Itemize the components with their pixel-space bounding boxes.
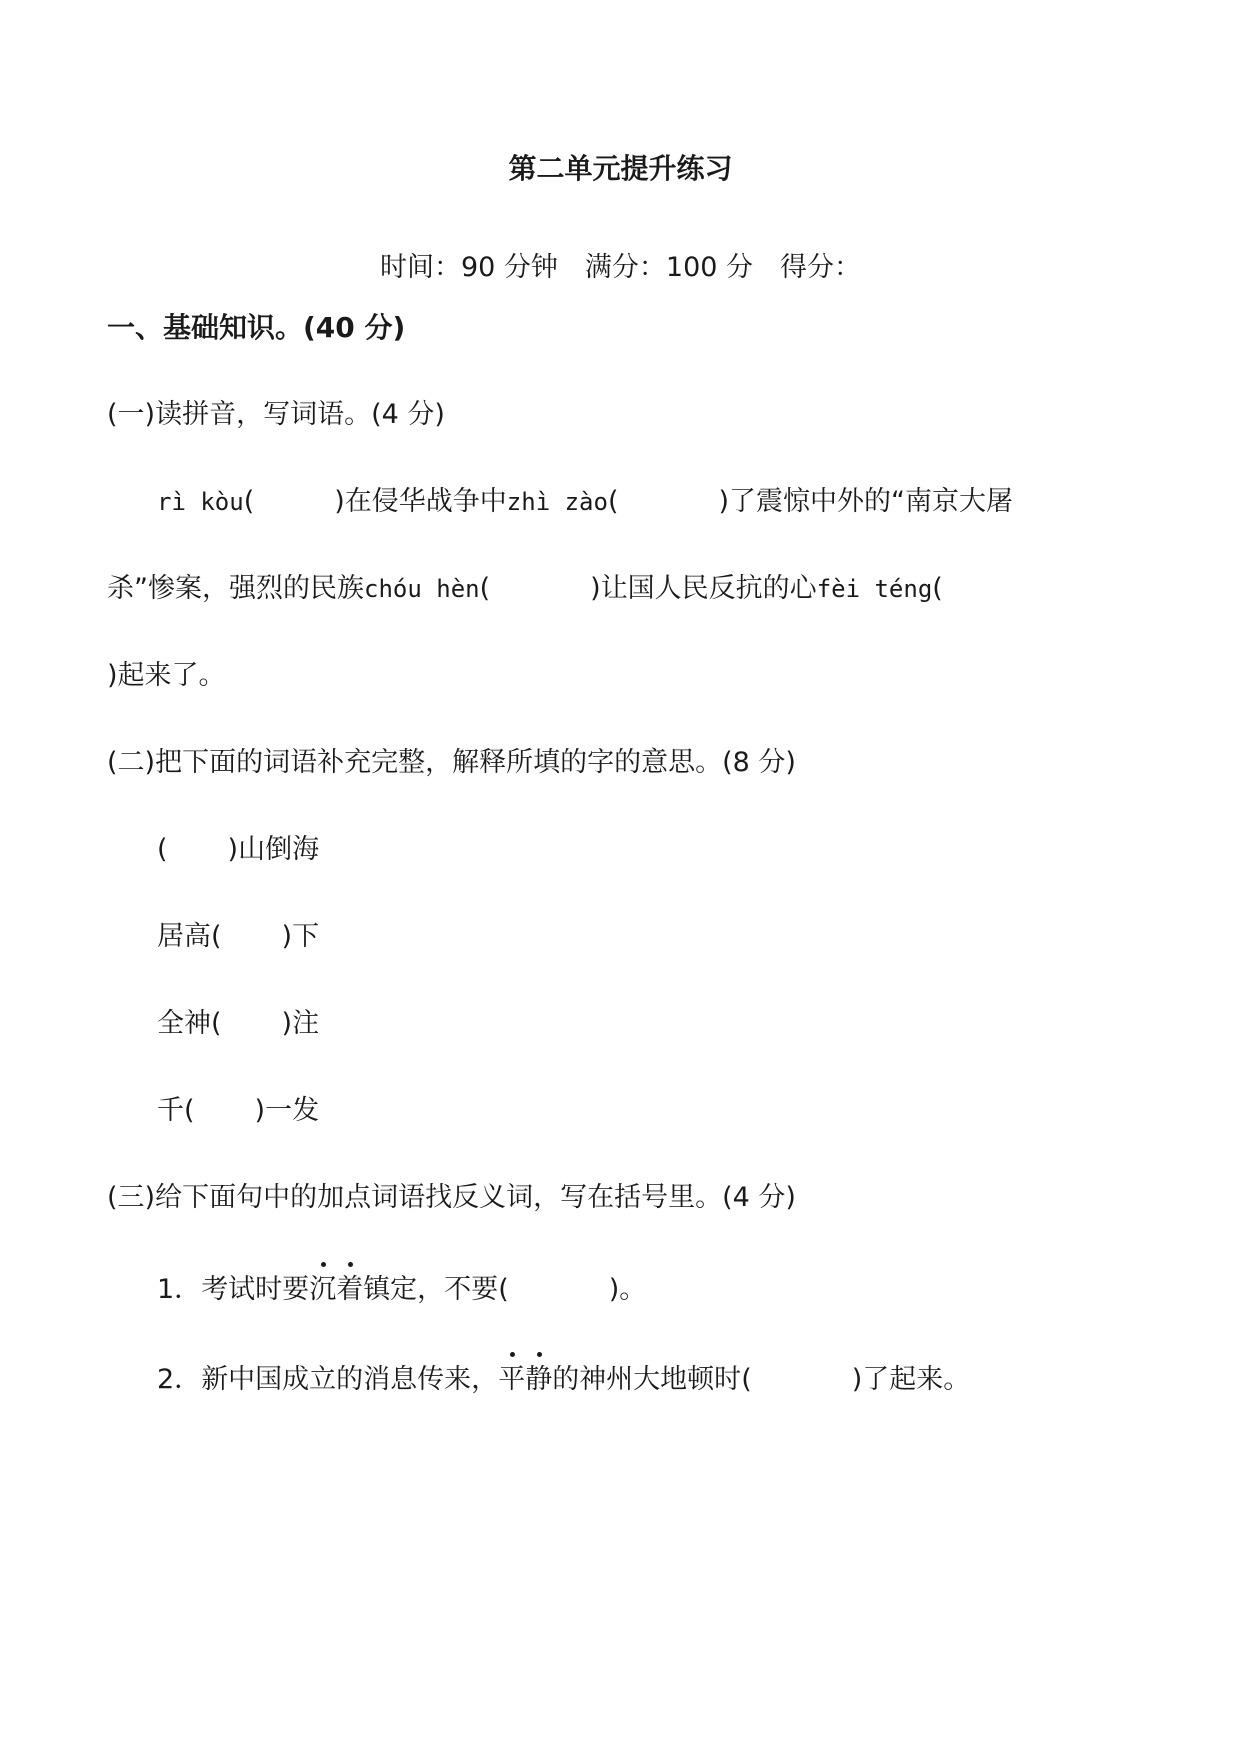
part1-line-3: )起来了。 bbox=[107, 660, 226, 691]
pinyin-chouhen: chóu hèn bbox=[364, 575, 480, 603]
question-text: 。 bbox=[619, 1274, 647, 1305]
part3-question-1: 1．考试时要沉着镇定，不要( )。 bbox=[157, 1272, 646, 1308]
idiom-item: 居高( )下 bbox=[157, 921, 320, 952]
question-text: 考试时要 bbox=[201, 1274, 310, 1305]
idiom-suffix: 注 bbox=[292, 1008, 320, 1039]
idiom-item: ( )山倒海 bbox=[157, 834, 320, 865]
question-text: 新中国成立的消息传来， bbox=[201, 1364, 499, 1395]
part3-heading: (三)给下面句中的加点词语找反义词，写在括号里。(4 分) bbox=[107, 1182, 796, 1213]
page-title: 第二单元提升练习 bbox=[508, 152, 733, 185]
pinyin-zhizao: zhì zào bbox=[506, 488, 608, 516]
part1-text-2: 了震惊中外的“南京大屠 bbox=[729, 486, 1014, 517]
idiom-suffix: 山倒海 bbox=[238, 834, 320, 865]
question-text: 了起来。 bbox=[862, 1364, 971, 1395]
exam-meta: 时间：90 分钟 满分：100 分 得分： bbox=[379, 252, 862, 283]
emphasized-char: 着 bbox=[336, 1272, 363, 1308]
part2-heading: (二)把下面的词语补充完整，解释所填的字的意思。(8 分) bbox=[107, 747, 796, 778]
idiom-item: 千( )一发 bbox=[157, 1095, 320, 1126]
part1-line-1: rì kòu( )在侵华战争中zhì zào( )了震惊中外的“南京大屠 bbox=[157, 486, 1014, 517]
part1-heading: (一)读拼音，写词语。(4 分) bbox=[107, 399, 445, 430]
idiom-suffix: 下 bbox=[292, 921, 320, 952]
part1-text-4: 让国人民反抗的心 bbox=[600, 573, 817, 604]
pinyin-feiteng: fèi téng bbox=[816, 575, 933, 603]
question-number: 2． bbox=[157, 1364, 202, 1395]
emphasized-char: 静 bbox=[525, 1362, 552, 1398]
idiom-item: 全神( )注 bbox=[157, 1008, 320, 1039]
idiom-prefix: 全神 bbox=[157, 1008, 211, 1039]
idiom-suffix: 一发 bbox=[265, 1095, 320, 1126]
emphasized-char: 沉 bbox=[309, 1272, 336, 1308]
part1-text-3: 杀”惨案，强烈的民族 bbox=[107, 573, 364, 604]
pinyin-riko: rì kòu bbox=[157, 488, 244, 516]
question-text: 镇定，不要 bbox=[363, 1274, 499, 1305]
section-heading-basics: 一、基础知识。(40 分) bbox=[107, 311, 406, 344]
idiom-prefix: 居高 bbox=[157, 921, 211, 952]
idiom-prefix: 千 bbox=[157, 1095, 184, 1126]
part1-line-2: 杀”惨案，强烈的民族chóu hèn( )让国人民反抗的心fèi téng( bbox=[107, 573, 943, 604]
question-number: 1． bbox=[157, 1274, 202, 1305]
part3-question-2: 2．新中国成立的消息传来，平静的神州大地顿时( )了起来。 bbox=[157, 1362, 970, 1398]
question-text: 的神州大地顿时 bbox=[552, 1364, 742, 1395]
part1-text-1: 在侵华战争中 bbox=[344, 486, 507, 517]
emphasized-char: 平 bbox=[498, 1362, 525, 1398]
